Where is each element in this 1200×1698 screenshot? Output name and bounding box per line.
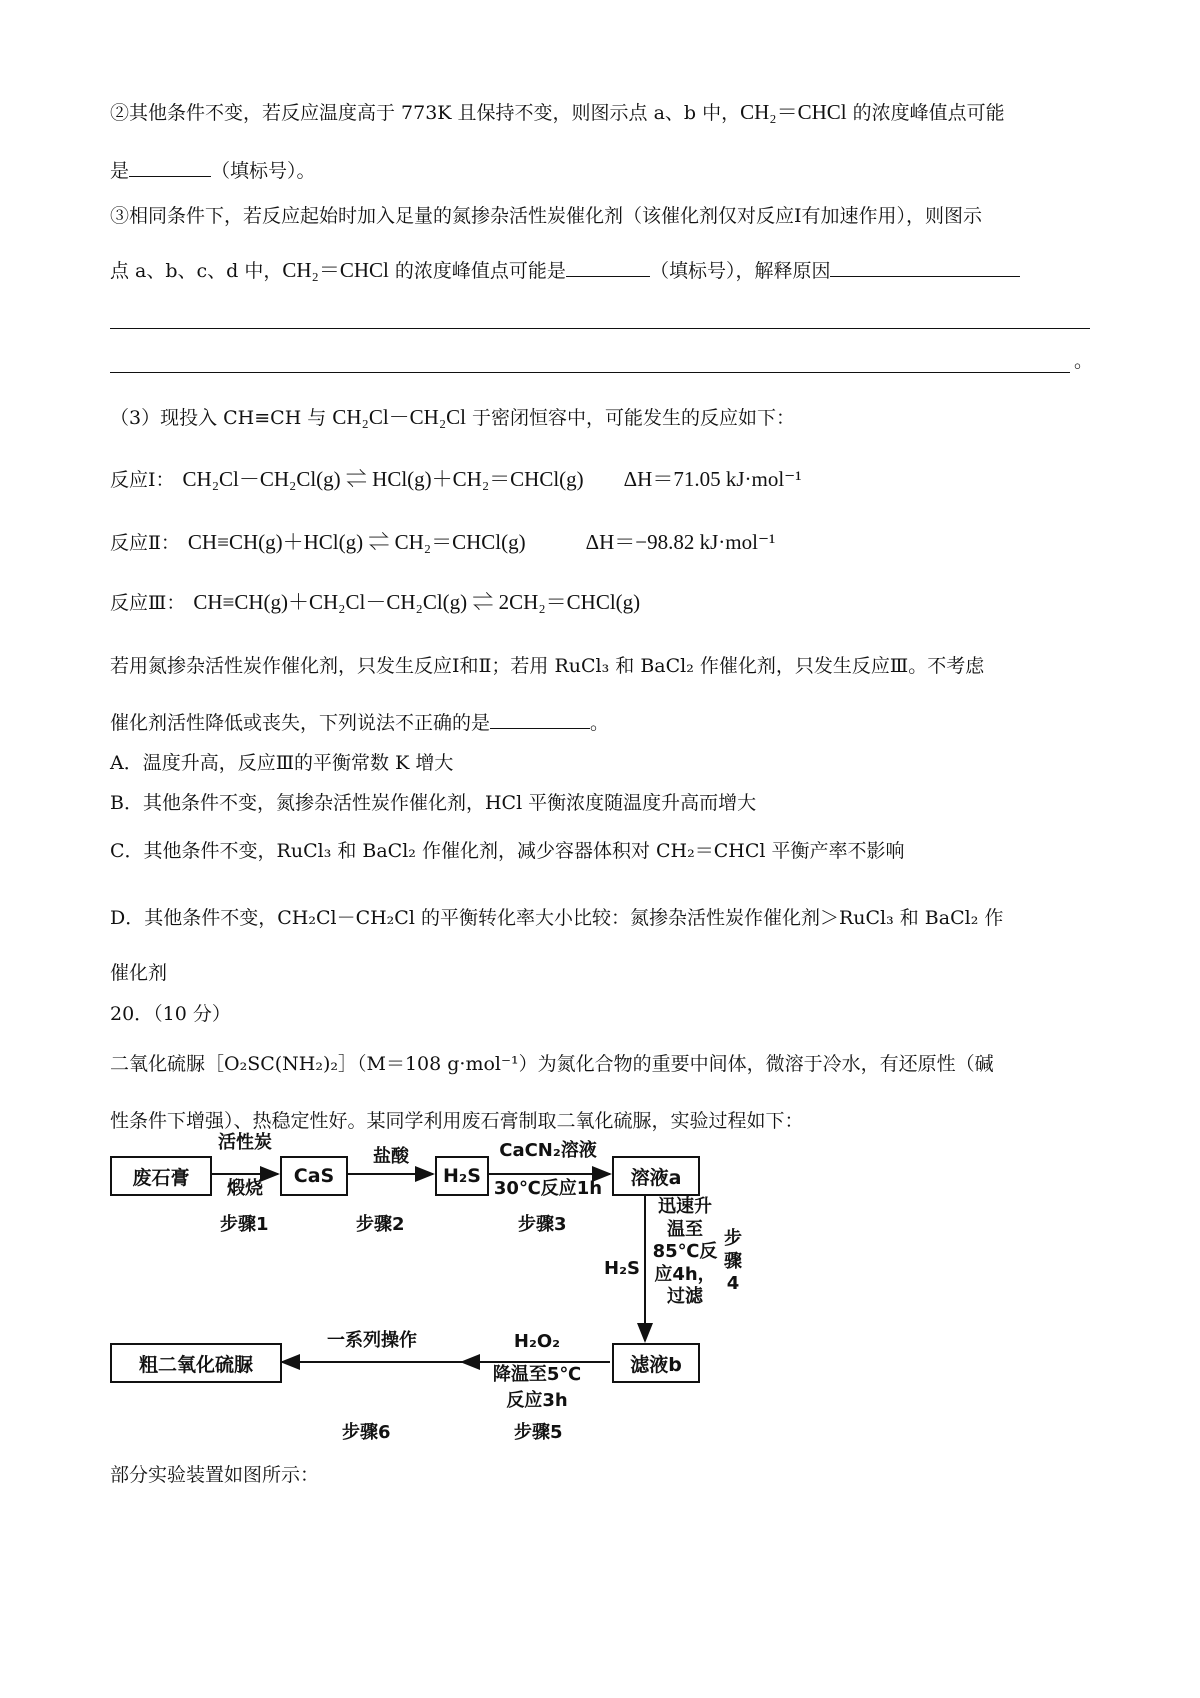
q2-2-text1: ②其他条件不变，若反应温度高于 773K 且保持不变，则图示点 a、b 中， — [110, 102, 741, 124]
q2-2-text4: （填标号）。 — [211, 160, 316, 182]
option-a: A．温度升高，反应Ⅲ的平衡常数 K 增大 — [110, 752, 454, 774]
option-d-line2: 催化剂 — [110, 962, 168, 984]
q3-condition-line2 — [110, 712, 609, 735]
option-b: B．其他条件不变，氮掺杂活性炭作催化剂，HCl 平衡浓度随温度升高而增大 — [110, 792, 757, 814]
q20-header: 20．（10 分） — [110, 1003, 231, 1025]
arrow6-top-label: 一系列操作 — [327, 1330, 417, 1351]
reaction-1-equation: CH₂Cl－CH₂Cl(g) ⇌ HCl(g)＋CH₂＝CHCl(g) — [182, 467, 584, 491]
answer-blank[interactable] — [490, 727, 590, 729]
q3-condition-line1: 若用氮掺杂活性炭作催化剂，只发生反应Ⅰ和Ⅱ；若用 RuCl₃ 和 BaCl₂ 作催化剂，只发生反应Ⅲ。不考虑 — [110, 655, 985, 677]
q2-3-text1: ③相同条件下，若反应起始时加入足量的氮掺杂活性炭催化剂（该催化剂仅对反应Ⅰ有加速作用），则图示 — [110, 205, 983, 227]
arrow4-right-label — [650, 1196, 720, 1309]
step4-label — [720, 1228, 746, 1296]
reaction-2-equation: CH≡CH(g)＋HCl(g) ⇌ CH₂＝CHCl(g) — [187, 530, 526, 554]
arrow3-bottom-label: 30℃反应1h — [493, 1178, 603, 1199]
box-waste-gypsum: 废石膏 — [110, 1156, 212, 1196]
q2-3-text3: 的浓度峰值点可能是 — [388, 260, 566, 282]
q3-intro-formula: CH₂Cl－CH₂Cl — [332, 405, 467, 429]
q2-2-line1 — [110, 100, 1005, 125]
q2-2-line2 — [110, 160, 316, 183]
answer-blank[interactable] — [129, 175, 211, 177]
step4-line: 4 — [726, 1273, 740, 1294]
answer-blank[interactable] — [566, 275, 650, 277]
q2-3-line2 — [110, 258, 1020, 283]
box-h2s: H₂S — [435, 1156, 489, 1196]
option-c: C．其他条件不变，RuCl₃ 和 BaCl₂ 作催化剂，减少容器体积对 CH₂＝CHCl 平衡产率不影响 — [110, 840, 905, 862]
q20-paragraph-line2: 性条件下增强）、热稳定性好。某同学利用废石膏制取二氧化硫脲，实验过程如下： — [110, 1110, 804, 1132]
step5-label: 步骤5 — [514, 1422, 563, 1443]
q20-paragraph-line1: 二氧化硫脲［O₂SC(NH₂)₂］（M＝108 g·mol⁻¹）为氮化合物的重要中间体，微溶于冷水，有还原性（碱 — [110, 1053, 994, 1075]
arrow4-right-line: 应4h， — [654, 1263, 716, 1285]
q2-3-text2: 点 a、b、c、d 中， — [110, 260, 283, 282]
reaction-2-enthalpy: ΔH＝−98.82 kJ·mol⁻¹ — [585, 530, 776, 554]
arrow4-left-label: H₂S — [604, 1258, 640, 1279]
step1-label: 步骤1 — [220, 1214, 269, 1235]
q3-cond2b: 。 — [590, 712, 610, 734]
q2-3-text4: （填标号），解释原因 — [649, 260, 831, 282]
q2-2-text2: 的浓度峰值点可能 — [846, 102, 1005, 124]
arrow1-top-label: 活性炭 — [218, 1132, 272, 1153]
step4-line: 骤 — [724, 1250, 742, 1272]
q3-intro2: 于密闭恒容中，可能发生的反应如下： — [466, 407, 796, 429]
reaction-3-label: 反应Ⅲ： — [110, 592, 186, 614]
q2-3-line1 — [110, 205, 982, 228]
step2-label: 步骤2 — [356, 1214, 405, 1235]
q3-intro1: （3）现投入 CH≡CH 与 — [110, 407, 333, 429]
step3-label: 步骤3 — [518, 1214, 567, 1235]
reaction-2 — [110, 530, 775, 555]
step6-label: 步骤6 — [342, 1422, 391, 1443]
arrow4-right-line: 过滤 — [667, 1286, 703, 1307]
arrow4-right-line: 85℃反 — [652, 1241, 718, 1262]
reaction-1-enthalpy: ΔH＝71.05 kJ·mol⁻¹ — [623, 467, 802, 491]
arrow1-bottom-label: 煅烧 — [227, 1178, 263, 1199]
arrow2-top-label: 盐酸 — [373, 1146, 409, 1167]
arrow5-bottom-label: 反应3h — [506, 1390, 568, 1411]
box-filtrate-b: 滤液b — [612, 1343, 700, 1383]
arrow5-mid-label: 降温至5℃ — [492, 1364, 582, 1385]
q2-3-end: 。 — [1074, 350, 1094, 372]
apparatus-intro: 部分实验装置如图所示： — [110, 1464, 320, 1486]
option-d-line1: D．其他条件不变，CH₂Cl－CH₂Cl 的平衡转化率大小比较：氮掺杂活性炭作催化剂＞RuCl₃ 和 BaCl₂ 作 — [110, 907, 1004, 929]
arrow5-top-label: H₂O₂ — [513, 1331, 561, 1352]
answer-line[interactable] — [110, 372, 1070, 373]
box-solution-a: 溶液a — [612, 1156, 700, 1196]
q3-intro — [110, 405, 795, 430]
q2-2-text3: 是 — [110, 160, 130, 182]
arrow4-right-line: 迅速升 — [658, 1196, 712, 1217]
q3-cond2a: 催化剂活性降低或丧失，下列说法不正确的是 — [110, 712, 491, 734]
box-crude-thiourea-dioxide: 粗二氧化硫脲 — [110, 1343, 282, 1383]
reaction-2-label: 反应Ⅱ： — [110, 532, 180, 554]
reaction-1 — [110, 467, 802, 492]
arrow4-right-line: 温至 — [667, 1218, 703, 1240]
box-cas: CaS — [280, 1156, 348, 1196]
answer-blank[interactable] — [830, 275, 1020, 277]
reaction-3 — [110, 590, 640, 615]
answer-line[interactable] — [110, 328, 1090, 329]
reaction-3-equation: CH≡CH(g)＋CH₂Cl－CH₂Cl(g) ⇌ 2CH₂＝CHCl(g) — [193, 590, 641, 614]
q2-2-formula: CH₂＝CHCl — [740, 100, 847, 124]
arrow3-top-label: CaCN₂溶液 — [499, 1140, 597, 1161]
q2-3-formula: CH₂＝CHCl — [282, 258, 389, 282]
reaction-1-label: 反应Ⅰ： — [110, 469, 175, 491]
step4-line: 步 — [724, 1228, 742, 1249]
